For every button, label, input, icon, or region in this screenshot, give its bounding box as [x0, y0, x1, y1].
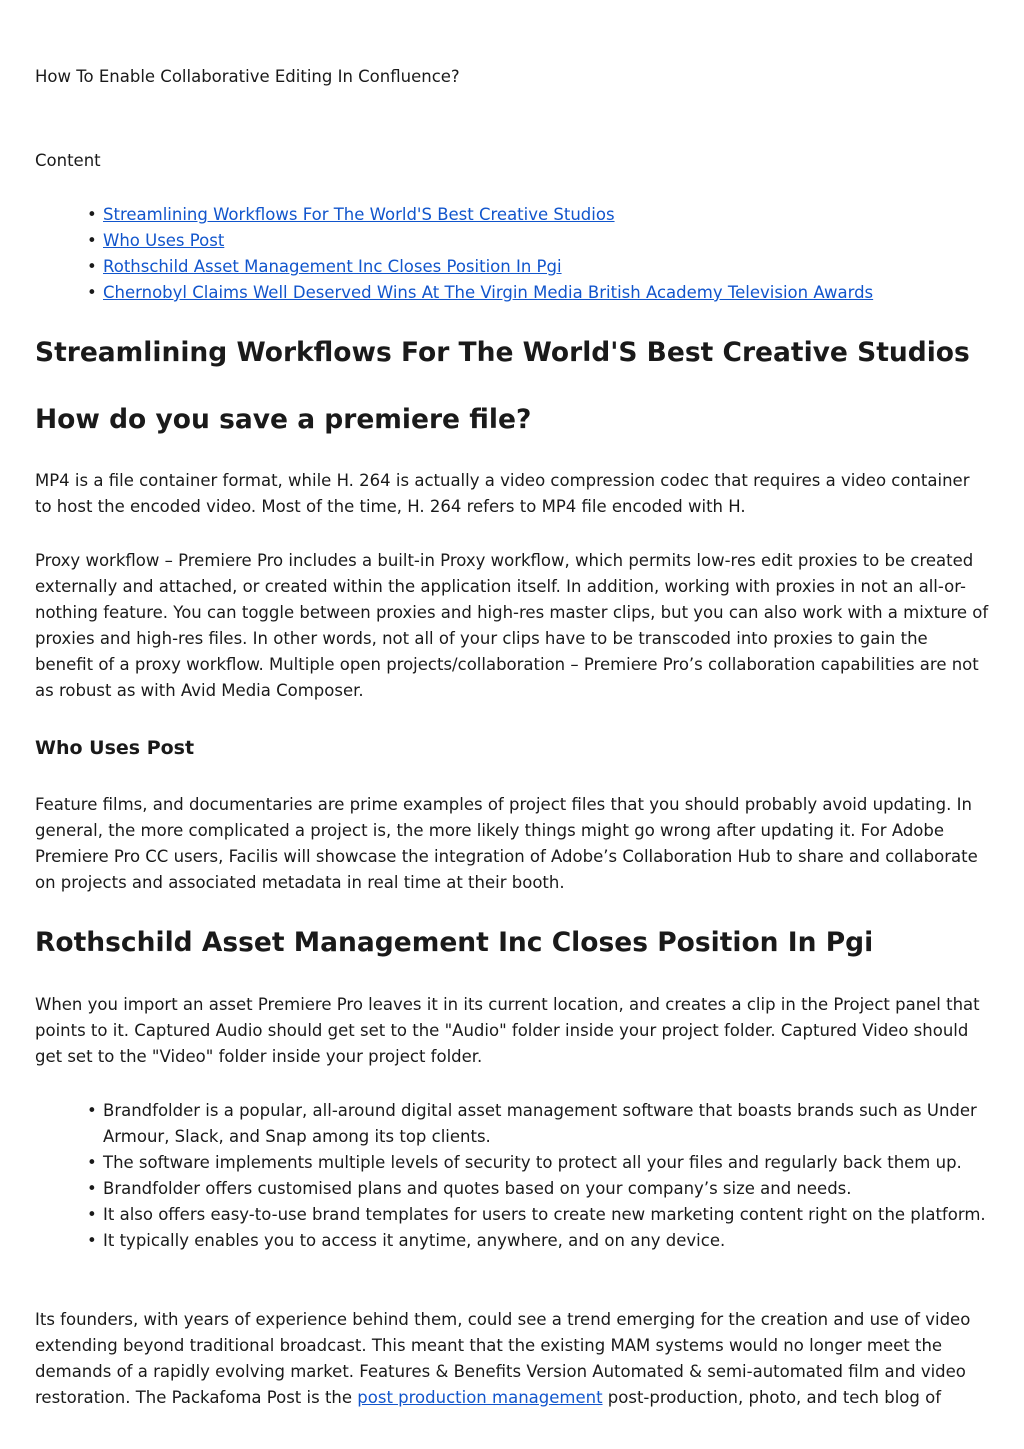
paragraph-mp4-format: MP4 is a file container format, while H. 264 is actually a video compression codec that requires a video container to host the encoded video. Most of the time, H. 264 refers to MP4 file encoded with H.: [35, 471, 970, 516]
list-item: • It typically enables you to access it anytime, anywhere, and on any device.: [35, 1228, 990, 1254]
toc-item: [35, 228, 990, 254]
paragraph-founders: [35, 1307, 990, 1411]
post-production-management-link[interactable]: post production management: [357, 1388, 603, 1407]
list-item: • It also offers easy-to-use brand templates for users to create new marketing content right on the platform.: [35, 1202, 990, 1228]
paragraph-proxy-workflow: Proxy workflow – Premiere Pro includes a built-in Proxy workflow, which permits low-res edit proxies to be created externally and attached, or created within the application itself. In addition, working with proxies in not an all-or-nothing feature. You can toggle between proxies and high-res master clips, but you can also work with a mixture of proxies and high-res files. In other words, not all of your clips have to be transcoded into proxies to gain the benefit of a proxy workflow. Multiple open projects/collaboration – Premiere Pro’s collaboration capabilities are not as robust as with Avid Media Composer.: [35, 551, 989, 700]
list-item: • Brandfolder is a popular, all-around digital asset management software that boasts brands such as Under Armour, Slack, and Snap among its top clients.: [35, 1098, 990, 1150]
document-title: How To Enable Collaborative Editing In Confluence?: [35, 67, 460, 86]
section-heading-rothschild-asset-management: Rothschild Asset Management Inc Closes Position In Pgi: [35, 927, 874, 958]
toc-item: [35, 202, 990, 228]
paragraph-founders-text: Its founders, with years of experience behind them, could see a trend emerging for the creation and use of video extending beyond traditional broadcast. This meant that the existing MAM systems would no longer meet the demands of a rapidly evolving market. Features & Benefits Version Automated & semi-automated film and video restoration. The Packafoma Post is the: [35, 1310, 971, 1407]
list-item: • The software implements multiple levels of security to protect all your files and regularly back them up.: [35, 1150, 990, 1176]
section-heading-save-premiere-file: How do you save a premiere file?: [35, 404, 532, 435]
toc-link-who-uses-post[interactable]: Who Uses Post: [103, 231, 225, 250]
toc-link-streamlining-workflows[interactable]: Streamlining Workflows For The World'S Best Creative Studios: [103, 205, 615, 224]
section-heading-streamlining-workflows: Streamlining Workflows For The World'S Best Creative Studios: [35, 337, 970, 368]
brandfolder-bullet-list: [35, 1098, 990, 1254]
toc-link-chernobyl-claims[interactable]: Chernobyl Claims Well Deserved Wins At The Virgin Media British Academy Television Awards: [103, 283, 874, 302]
paragraph-founders-text-end: post-production, photo, and tech blog of: [602, 1388, 942, 1407]
toc-label: Content: [35, 151, 101, 170]
toc-item: [35, 280, 990, 306]
paragraph-feature-films: Feature films, and documentaries are prime examples of project files that you should probably avoid updating. In general, the more complicated a project is, the more likely things might go wrong after updating it. For Adobe Premiere Pro CC users, Facilis will showcase the integration of Adobe’s Collaboration Hub to share and collaborate on projects and associated metadata in real time at their booth.: [35, 795, 978, 892]
list-item: • Brandfolder offers customised plans and quotes based on your company’s size and needs.: [35, 1176, 990, 1202]
table-of-contents: [35, 202, 990, 306]
section-heading-who-uses-post: Who Uses Post: [35, 737, 195, 759]
toc-item: [35, 254, 990, 280]
paragraph-import-asset: When you import an asset Premiere Pro leaves it in its current location, and creates a clip in the Project panel that points to it. Captured Audio should get set to the "Audio" folder inside your project folder. Captured Video should get set to the "Video" folder inside your project folder.: [35, 995, 980, 1066]
toc-link-rothschild-asset-management[interactable]: Rothschild Asset Management Inc Closes Position In Pgi: [103, 257, 562, 276]
